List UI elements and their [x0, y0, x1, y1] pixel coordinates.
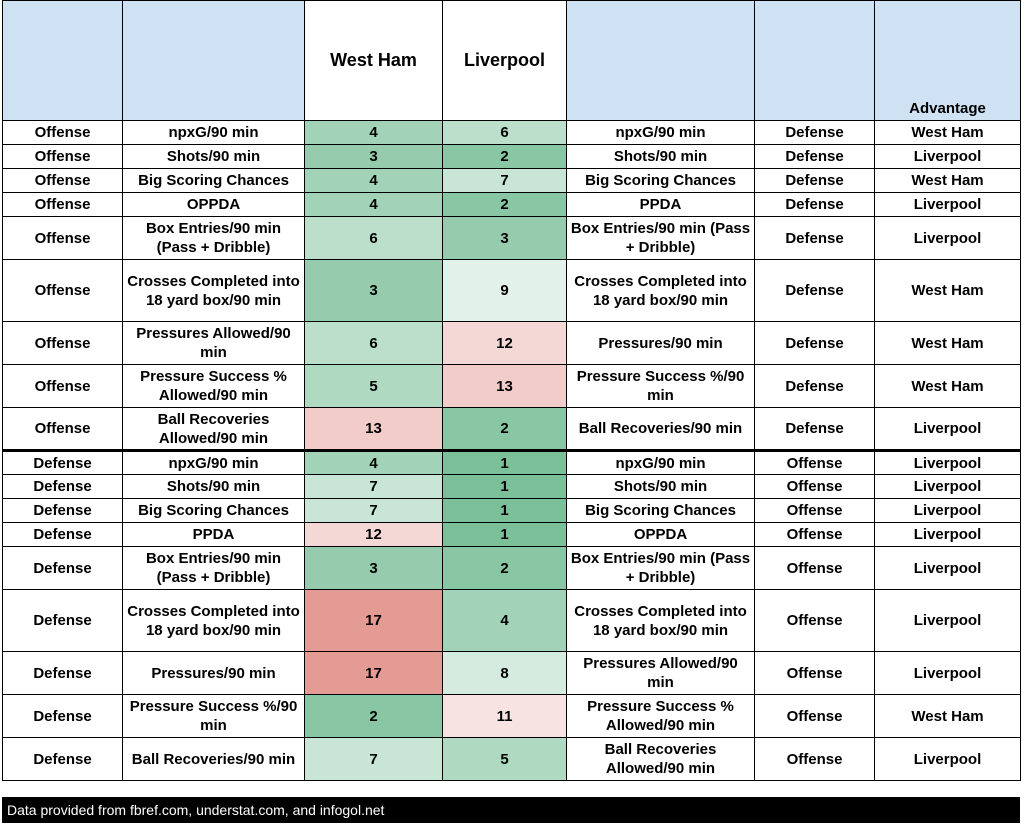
- advantage-cell: West Ham: [875, 365, 1021, 408]
- rank-a-cell: 4: [305, 169, 443, 193]
- rank-b-cell: 7: [443, 169, 567, 193]
- rank-b-cell: 2: [443, 145, 567, 169]
- header-blank: [123, 1, 305, 121]
- rank-a-cell: 7: [305, 499, 443, 523]
- comparison-table: [2, 0, 1021, 781]
- table-row: [3, 695, 1021, 738]
- side-a-cell: Defense: [3, 590, 123, 652]
- advantage-cell: Liverpool: [875, 738, 1021, 781]
- metric-a-cell: Crosses Completed into 18 yard box/90 min: [123, 260, 305, 322]
- metric-a-cell: Crosses Completed into 18 yard box/90 min: [123, 590, 305, 652]
- rank-b-cell: 4: [443, 590, 567, 652]
- metric-b-cell: Pressures Allowed/90 min: [567, 652, 755, 695]
- side-a-cell: Defense: [3, 547, 123, 590]
- table-body: [3, 121, 1021, 781]
- table-row: [3, 547, 1021, 590]
- rank-a-cell: 3: [305, 145, 443, 169]
- side-b-cell: Offense: [755, 738, 875, 781]
- header-blank: [755, 1, 875, 121]
- metric-a-cell: Ball Recoveries Allowed/90 min: [123, 408, 305, 451]
- metric-a-cell: PPDA: [123, 523, 305, 547]
- metric-a-cell: Box Entries/90 min (Pass + Dribble): [123, 217, 305, 260]
- side-b-cell: Defense: [755, 217, 875, 260]
- side-b-cell: Offense: [755, 499, 875, 523]
- header-row: [3, 1, 1021, 121]
- metric-b-cell: npxG/90 min: [567, 121, 755, 145]
- side-b-cell: Offense: [755, 547, 875, 590]
- metric-a-cell: OPPDA: [123, 193, 305, 217]
- side-b-cell: Defense: [755, 322, 875, 365]
- table-row: [3, 408, 1021, 451]
- metric-b-cell: Shots/90 min: [567, 475, 755, 499]
- rank-b-cell: 2: [443, 193, 567, 217]
- advantage-cell: West Ham: [875, 695, 1021, 738]
- advantage-cell: West Ham: [875, 169, 1021, 193]
- rank-a-cell: 3: [305, 260, 443, 322]
- rank-b-cell: 3: [443, 217, 567, 260]
- table-row: [3, 475, 1021, 499]
- table-row: [3, 590, 1021, 652]
- advantage-cell: Liverpool: [875, 547, 1021, 590]
- rank-a-cell: 12: [305, 523, 443, 547]
- advantage-cell: West Ham: [875, 322, 1021, 365]
- rank-a-cell: 2: [305, 695, 443, 738]
- header-blank: [3, 1, 123, 121]
- header-advantage: Advantage: [875, 1, 1021, 121]
- side-b-cell: Defense: [755, 169, 875, 193]
- metric-b-cell: Pressures/90 min: [567, 322, 755, 365]
- rank-b-cell: 13: [443, 365, 567, 408]
- table-row: [3, 193, 1021, 217]
- rank-a-cell: 4: [305, 451, 443, 475]
- rank-a-cell: 17: [305, 652, 443, 695]
- advantage-cell: Liverpool: [875, 193, 1021, 217]
- side-a-cell: Defense: [3, 475, 123, 499]
- metric-b-cell: Crosses Completed into 18 yard box/90 min: [567, 590, 755, 652]
- side-b-cell: Offense: [755, 451, 875, 475]
- advantage-cell: Liverpool: [875, 523, 1021, 547]
- advantage-cell: Liverpool: [875, 408, 1021, 451]
- metric-b-cell: Ball Recoveries/90 min: [567, 408, 755, 451]
- side-a-cell: Defense: [3, 451, 123, 475]
- rank-b-cell: 12: [443, 322, 567, 365]
- side-a-cell: Offense: [3, 145, 123, 169]
- metric-b-cell: PPDA: [567, 193, 755, 217]
- advantage-cell: Liverpool: [875, 590, 1021, 652]
- rank-b-cell: 1: [443, 523, 567, 547]
- side-a-cell: Offense: [3, 322, 123, 365]
- rank-a-cell: 5: [305, 365, 443, 408]
- side-a-cell: Defense: [3, 499, 123, 523]
- side-a-cell: Offense: [3, 217, 123, 260]
- metric-a-cell: npxG/90 min: [123, 121, 305, 145]
- side-a-cell: Offense: [3, 193, 123, 217]
- rank-b-cell: 5: [443, 738, 567, 781]
- metric-a-cell: npxG/90 min: [123, 451, 305, 475]
- rank-a-cell: 3: [305, 547, 443, 590]
- rank-b-cell: 6: [443, 121, 567, 145]
- metric-a-cell: Pressures Allowed/90 min: [123, 322, 305, 365]
- table-row: [3, 738, 1021, 781]
- side-a-cell: Defense: [3, 695, 123, 738]
- side-b-cell: Defense: [755, 408, 875, 451]
- table-row: [3, 217, 1021, 260]
- side-b-cell: Defense: [755, 260, 875, 322]
- metric-b-cell: Box Entries/90 min (Pass + Dribble): [567, 547, 755, 590]
- side-a-cell: Offense: [3, 169, 123, 193]
- rank-b-cell: 8: [443, 652, 567, 695]
- side-a-cell: Offense: [3, 260, 123, 322]
- footer-source: Data provided from fbref.com, understat.com, and infogol.net: [2, 797, 1020, 823]
- metric-b-cell: Big Scoring Chances: [567, 169, 755, 193]
- metric-a-cell: Box Entries/90 min (Pass + Dribble): [123, 547, 305, 590]
- table-row: [3, 322, 1021, 365]
- table-row: [3, 652, 1021, 695]
- table-row: [3, 451, 1021, 475]
- table-row: [3, 121, 1021, 145]
- metric-a-cell: Big Scoring Chances: [123, 499, 305, 523]
- side-b-cell: Offense: [755, 475, 875, 499]
- side-a-cell: Defense: [3, 523, 123, 547]
- rank-b-cell: 1: [443, 451, 567, 475]
- side-a-cell: Offense: [3, 408, 123, 451]
- rank-b-cell: 1: [443, 475, 567, 499]
- side-b-cell: Defense: [755, 121, 875, 145]
- table-row: [3, 365, 1021, 408]
- metric-b-cell: Crosses Completed into 18 yard box/90 min: [567, 260, 755, 322]
- side-a-cell: Offense: [3, 365, 123, 408]
- metric-a-cell: Shots/90 min: [123, 145, 305, 169]
- rank-b-cell: 2: [443, 408, 567, 451]
- header-blank: [567, 1, 755, 121]
- rank-b-cell: 2: [443, 547, 567, 590]
- side-b-cell: Defense: [755, 145, 875, 169]
- metric-a-cell: Pressure Success % Allowed/90 min: [123, 365, 305, 408]
- metric-b-cell: Big Scoring Chances: [567, 499, 755, 523]
- table-row: [3, 499, 1021, 523]
- metric-b-cell: npxG/90 min: [567, 451, 755, 475]
- metric-b-cell: OPPDA: [567, 523, 755, 547]
- rank-a-cell: 4: [305, 121, 443, 145]
- header-team-b: Liverpool: [443, 1, 567, 121]
- advantage-cell: West Ham: [875, 121, 1021, 145]
- rank-a-cell: 13: [305, 408, 443, 451]
- metric-b-cell: Ball Recoveries Allowed/90 min: [567, 738, 755, 781]
- advantage-cell: Liverpool: [875, 499, 1021, 523]
- metric-b-cell: Pressure Success % Allowed/90 min: [567, 695, 755, 738]
- metric-b-cell: Box Entries/90 min (Pass + Dribble): [567, 217, 755, 260]
- rank-b-cell: 1: [443, 499, 567, 523]
- side-a-cell: Defense: [3, 652, 123, 695]
- side-b-cell: Defense: [755, 365, 875, 408]
- side-b-cell: Offense: [755, 590, 875, 652]
- table-row: [3, 523, 1021, 547]
- table-row: [3, 145, 1021, 169]
- rank-a-cell: 6: [305, 322, 443, 365]
- metric-a-cell: Pressure Success %/90 min: [123, 695, 305, 738]
- metric-b-cell: Pressure Success %/90 min: [567, 365, 755, 408]
- advantage-cell: Liverpool: [875, 475, 1021, 499]
- advantage-cell: Liverpool: [875, 217, 1021, 260]
- metric-a-cell: Shots/90 min: [123, 475, 305, 499]
- advantage-cell: Liverpool: [875, 652, 1021, 695]
- metric-a-cell: Pressures/90 min: [123, 652, 305, 695]
- rank-b-cell: 11: [443, 695, 567, 738]
- side-b-cell: Offense: [755, 695, 875, 738]
- metric-a-cell: Ball Recoveries/90 min: [123, 738, 305, 781]
- advantage-cell: Liverpool: [875, 145, 1021, 169]
- rank-b-cell: 9: [443, 260, 567, 322]
- metric-a-cell: Big Scoring Chances: [123, 169, 305, 193]
- side-b-cell: Offense: [755, 523, 875, 547]
- rank-a-cell: 17: [305, 590, 443, 652]
- rank-a-cell: 7: [305, 738, 443, 781]
- side-a-cell: Offense: [3, 121, 123, 145]
- rank-a-cell: 6: [305, 217, 443, 260]
- advantage-cell: Liverpool: [875, 451, 1021, 475]
- side-b-cell: Defense: [755, 193, 875, 217]
- side-b-cell: Offense: [755, 652, 875, 695]
- rank-a-cell: 4: [305, 193, 443, 217]
- metric-b-cell: Shots/90 min: [567, 145, 755, 169]
- advantage-cell: West Ham: [875, 260, 1021, 322]
- side-a-cell: Defense: [3, 738, 123, 781]
- rank-a-cell: 7: [305, 475, 443, 499]
- header-team-a: West Ham: [305, 1, 443, 121]
- table-row: [3, 169, 1021, 193]
- table-row: [3, 260, 1021, 322]
